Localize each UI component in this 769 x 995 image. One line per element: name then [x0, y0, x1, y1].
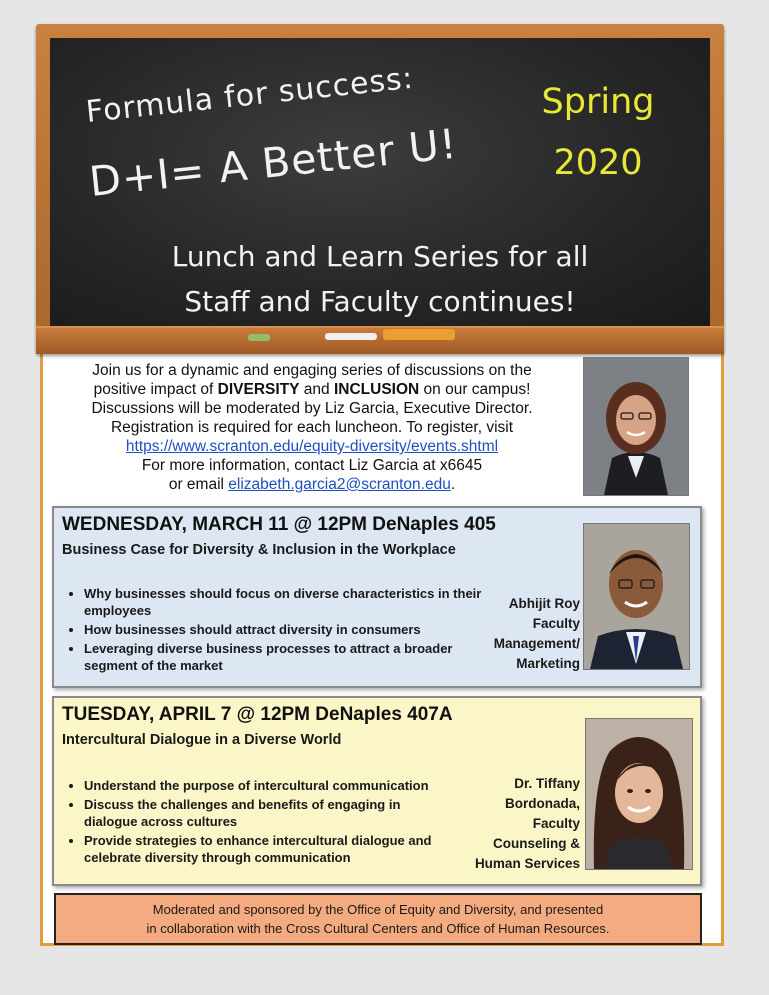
- speaker-name: Dr. Tiffany: [514, 776, 580, 791]
- speaker-role: Marketing: [516, 656, 580, 671]
- year-label: 2020: [553, 143, 643, 183]
- series-subtitle-line2: Staff and Faculty continues!: [184, 285, 576, 318]
- season-label: Spring: [541, 82, 655, 122]
- intro-line: Join us for a dynamic and engaging series of discussions on the: [92, 362, 532, 379]
- intro-text-span: on our campus!: [419, 381, 531, 398]
- speaker2-portrait: [586, 719, 692, 869]
- intro-text-span: .: [450, 476, 456, 493]
- inclusion-emphasis: INCLUSION: [333, 381, 420, 398]
- list-item: • Leveraging diverse business processes to attract a broader segment of the market: [84, 640, 484, 674]
- session2-bullets: [62, 777, 454, 868]
- intro-line: [52, 380, 572, 399]
- intro-line: [52, 437, 572, 456]
- intro-text: [52, 361, 572, 494]
- diversity-emphasis: DIVERSITY: [217, 381, 300, 398]
- speaker2-photo: [585, 718, 693, 870]
- list-item: • Provide strategies to enhance intercultural dialogue and celebrate diversity through communication: [84, 832, 454, 866]
- session1-subtitle: Business Case for Diversity & Inclusion in the Workplace: [62, 542, 456, 558]
- session2-subtitle: Intercultural Dialogue in a Diverse World: [62, 732, 342, 748]
- intro-text-span: or email: [168, 476, 229, 493]
- sponsor-footer: [54, 893, 702, 945]
- moderator-portrait: [584, 358, 688, 495]
- list-item: • How businesses should attract diversity in consumers: [84, 621, 484, 638]
- registration-link[interactable]: https://www.scranton.edu/equity-diversity/events.shtml: [125, 438, 499, 455]
- chalk-tray: [36, 326, 724, 354]
- session2-title: TUESDAY, APRIL 7 @ 12PM DeNaples 407A: [62, 704, 453, 725]
- white-chalk: [325, 333, 377, 340]
- speaker1-photo: [583, 523, 690, 670]
- speaker-role: Faculty: [532, 816, 580, 831]
- list-item: • Discuss the challenges and benefits of engaging in dialogue across cultures: [84, 796, 454, 830]
- speaker-name: Abhijit Roy: [508, 596, 580, 611]
- session1-title: WEDNESDAY, MARCH 11 @ 12PM DeNaples 405: [62, 514, 496, 535]
- session1-bullets: [62, 585, 484, 676]
- intro-text-span: positive impact of: [93, 381, 218, 398]
- footer-line: in collaboration with the Cross Cultural Centers and Office of Human Resources.: [146, 921, 610, 936]
- series-subtitle-line1: Lunch and Learn Series for all: [171, 240, 589, 273]
- speaker-name: Bordonada,: [504, 796, 580, 811]
- list-item: • Understand the purpose of intercultural communication: [84, 777, 454, 794]
- green-chalk: [248, 334, 270, 341]
- speaker-role: Counseling &: [493, 836, 580, 851]
- speaker-role: Management/: [493, 636, 580, 651]
- eraser: [383, 329, 455, 340]
- speaker1-portrait: [584, 524, 689, 669]
- moderator-photo: [583, 357, 689, 496]
- speaker-role: Faculty: [532, 616, 580, 631]
- equation-heading: D+I= A Better U!: [86, 119, 460, 206]
- email-link[interactable]: elizabeth.garcia2@scranton.edu: [228, 476, 451, 493]
- intro-text-span: and: [299, 381, 334, 398]
- list-item: • Why businesses should focus on diverse characteristics in their employees: [84, 585, 484, 619]
- intro-line: For more information, contact Liz Garcia at x6645: [141, 457, 483, 474]
- footer-line: Moderated and sponsored by the Office of Equity and Diversity, and presented: [152, 902, 604, 917]
- intro-line: Discussions will be moderated by Liz Garcia, Executive Director.: [91, 400, 533, 417]
- speaker-role: Human Services: [474, 856, 580, 871]
- session1-speaker: [474, 594, 580, 674]
- session2-speaker: [454, 774, 580, 874]
- formula-heading: Formula for success:: [84, 60, 416, 130]
- intro-line: [52, 475, 572, 494]
- intro-line: Registration is required for each luncheon. To register, visit: [110, 419, 514, 436]
